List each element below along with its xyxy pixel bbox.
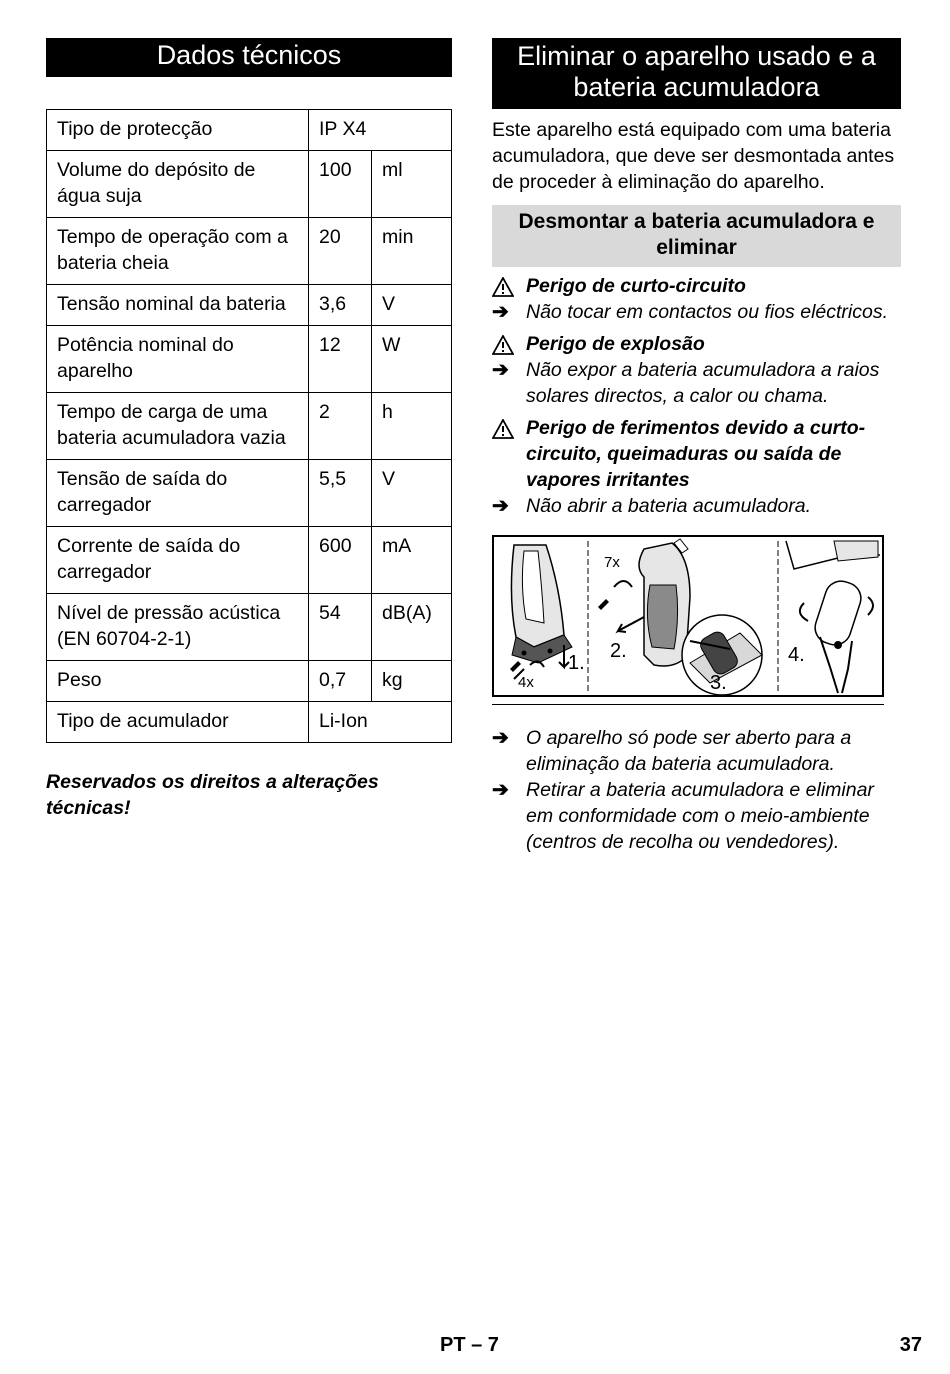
screw-count-4x: 4x — [518, 674, 534, 691]
spec-label: Tempo de operação com a bateria cheia — [47, 218, 309, 285]
spec-row — [47, 393, 452, 460]
disposal-intro: Este aparelho está equipado com uma bateria acumuladora, que deve ser desmontada antes de proceder à eliminação do aparelho. — [492, 119, 895, 193]
instruction-step — [492, 725, 901, 777]
remove-battery-subtitle: Desmontar a bateria acumuladora e eliminar — [492, 205, 901, 267]
danger-title: Perigo de curto-circuito — [526, 275, 746, 297]
spec-value: 0,7 — [309, 661, 372, 702]
page-number: 37 — [899, 1334, 922, 1356]
danger-action — [492, 357, 901, 409]
spec-unit: dB(A) — [372, 594, 452, 661]
spec-value: 3,6 — [309, 285, 372, 326]
spec-value: 12 — [309, 326, 372, 393]
spec-row — [47, 285, 452, 326]
step-1-label: 1. — [568, 652, 585, 674]
instruction-step-text: Retirar a bateria acumuladora e eliminar em conformidade com o meio-ambiente (centros de recolha ou vendedores). — [526, 779, 874, 853]
arrow-right-icon: ➔ — [492, 495, 509, 517]
spec-unit: h — [372, 393, 452, 460]
step-2-label: 2. — [610, 640, 627, 662]
warning-triangle-icon — [492, 331, 520, 355]
spec-label: Volume do depósito de água suja — [47, 151, 309, 218]
spec-value: 2 — [309, 393, 372, 460]
spec-row — [47, 218, 452, 285]
danger-block — [492, 273, 901, 325]
spec-row — [47, 326, 452, 393]
spec-label: Tensão nominal da bateria — [47, 285, 309, 326]
spec-row — [47, 151, 452, 218]
spec-row — [47, 594, 452, 661]
spec-table — [46, 109, 452, 743]
danger-action-text: Não tocar em contactos ou fios eléctricos. — [526, 301, 888, 323]
danger-block — [492, 415, 901, 519]
danger-list — [492, 273, 901, 519]
spec-value: 600 — [309, 527, 372, 594]
spec-label: Nível de pressão acústica (EN 60704-2-1) — [47, 594, 309, 661]
danger-action-text: Não abrir a bateria acumuladora. — [526, 495, 812, 517]
step-4-label: 4. — [788, 644, 805, 666]
battery-removal-figure — [492, 535, 884, 697]
spec-row — [47, 110, 452, 151]
after-steps-list — [492, 725, 901, 855]
arrow-right-icon: ➔ — [492, 301, 509, 323]
instruction-step — [492, 777, 901, 855]
danger-heading — [492, 415, 901, 493]
page-section-label — [440, 1334, 499, 1357]
spec-row — [47, 702, 452, 743]
spec-unit: mA — [372, 527, 452, 594]
spec-value: 20 — [309, 218, 372, 285]
spec-label: Potência nominal do aparelho — [47, 326, 309, 393]
spec-value: 100 — [309, 151, 372, 218]
step-3-label: 3. — [710, 672, 727, 694]
danger-heading — [492, 273, 901, 299]
figure-divider — [492, 704, 884, 705]
battery-removal-illustration — [494, 537, 882, 695]
spec-label: Tipo de protecção — [47, 110, 309, 151]
spec-unit: W — [372, 326, 452, 393]
arrow-right-icon: ➔ — [492, 359, 509, 381]
danger-block — [492, 331, 901, 409]
danger-title: Perigo de explosão — [526, 333, 705, 355]
spec-label: Tempo de carga de uma bateria acumuladora vazia — [47, 393, 309, 460]
screw-count-7x: 7x — [604, 554, 620, 571]
spec-value: Li-Ion — [309, 702, 452, 743]
spec-label: Tensão de saída do carregador — [47, 460, 309, 527]
danger-action-text: Não expor a bateria acumuladora a raios solares directos, a calor ou chama. — [526, 359, 880, 407]
left-column — [46, 38, 452, 821]
spec-row — [47, 661, 452, 702]
danger-heading — [492, 331, 901, 357]
technical-data-title: Dados técnicos — [46, 38, 452, 77]
spec-unit: V — [372, 285, 452, 326]
spec-unit: ml — [372, 151, 452, 218]
arrow-right-icon: ➔ — [492, 779, 509, 801]
spec-row — [47, 527, 452, 594]
spec-label: Tipo de acumulador — [47, 702, 309, 743]
section-page: – 7 — [471, 1334, 499, 1356]
spec-value: 5,5 — [309, 460, 372, 527]
danger-action — [492, 299, 901, 325]
spec-unit: kg — [372, 661, 452, 702]
spec-unit: V — [372, 460, 452, 527]
language-code: PT — [440, 1334, 466, 1356]
instruction-step-text: O aparelho só pode ser aberto para a eliminação da bateria acumuladora. — [526, 727, 852, 775]
arrow-right-icon: ➔ — [492, 727, 509, 749]
spec-row — [47, 460, 452, 527]
disposal-title: Eliminar o aparelho usado e a bateria acumuladora — [492, 38, 901, 109]
warning-triangle-icon — [492, 415, 520, 439]
danger-action — [492, 493, 901, 519]
danger-title: Perigo de ferimentos devido a curto-circuito, queimaduras ou saída de vapores irritantes — [526, 417, 866, 491]
spec-label: Peso — [47, 661, 309, 702]
spec-label: Corrente de saída do carregador — [47, 527, 309, 594]
right-column — [492, 38, 901, 855]
warning-triangle-icon — [492, 273, 520, 297]
spec-value: IP X4 — [309, 110, 452, 151]
spec-unit: min — [372, 218, 452, 285]
reserved-rights-notice: Reservados os direitos a alterações técnicas! — [46, 771, 379, 819]
spec-value: 54 — [309, 594, 372, 661]
